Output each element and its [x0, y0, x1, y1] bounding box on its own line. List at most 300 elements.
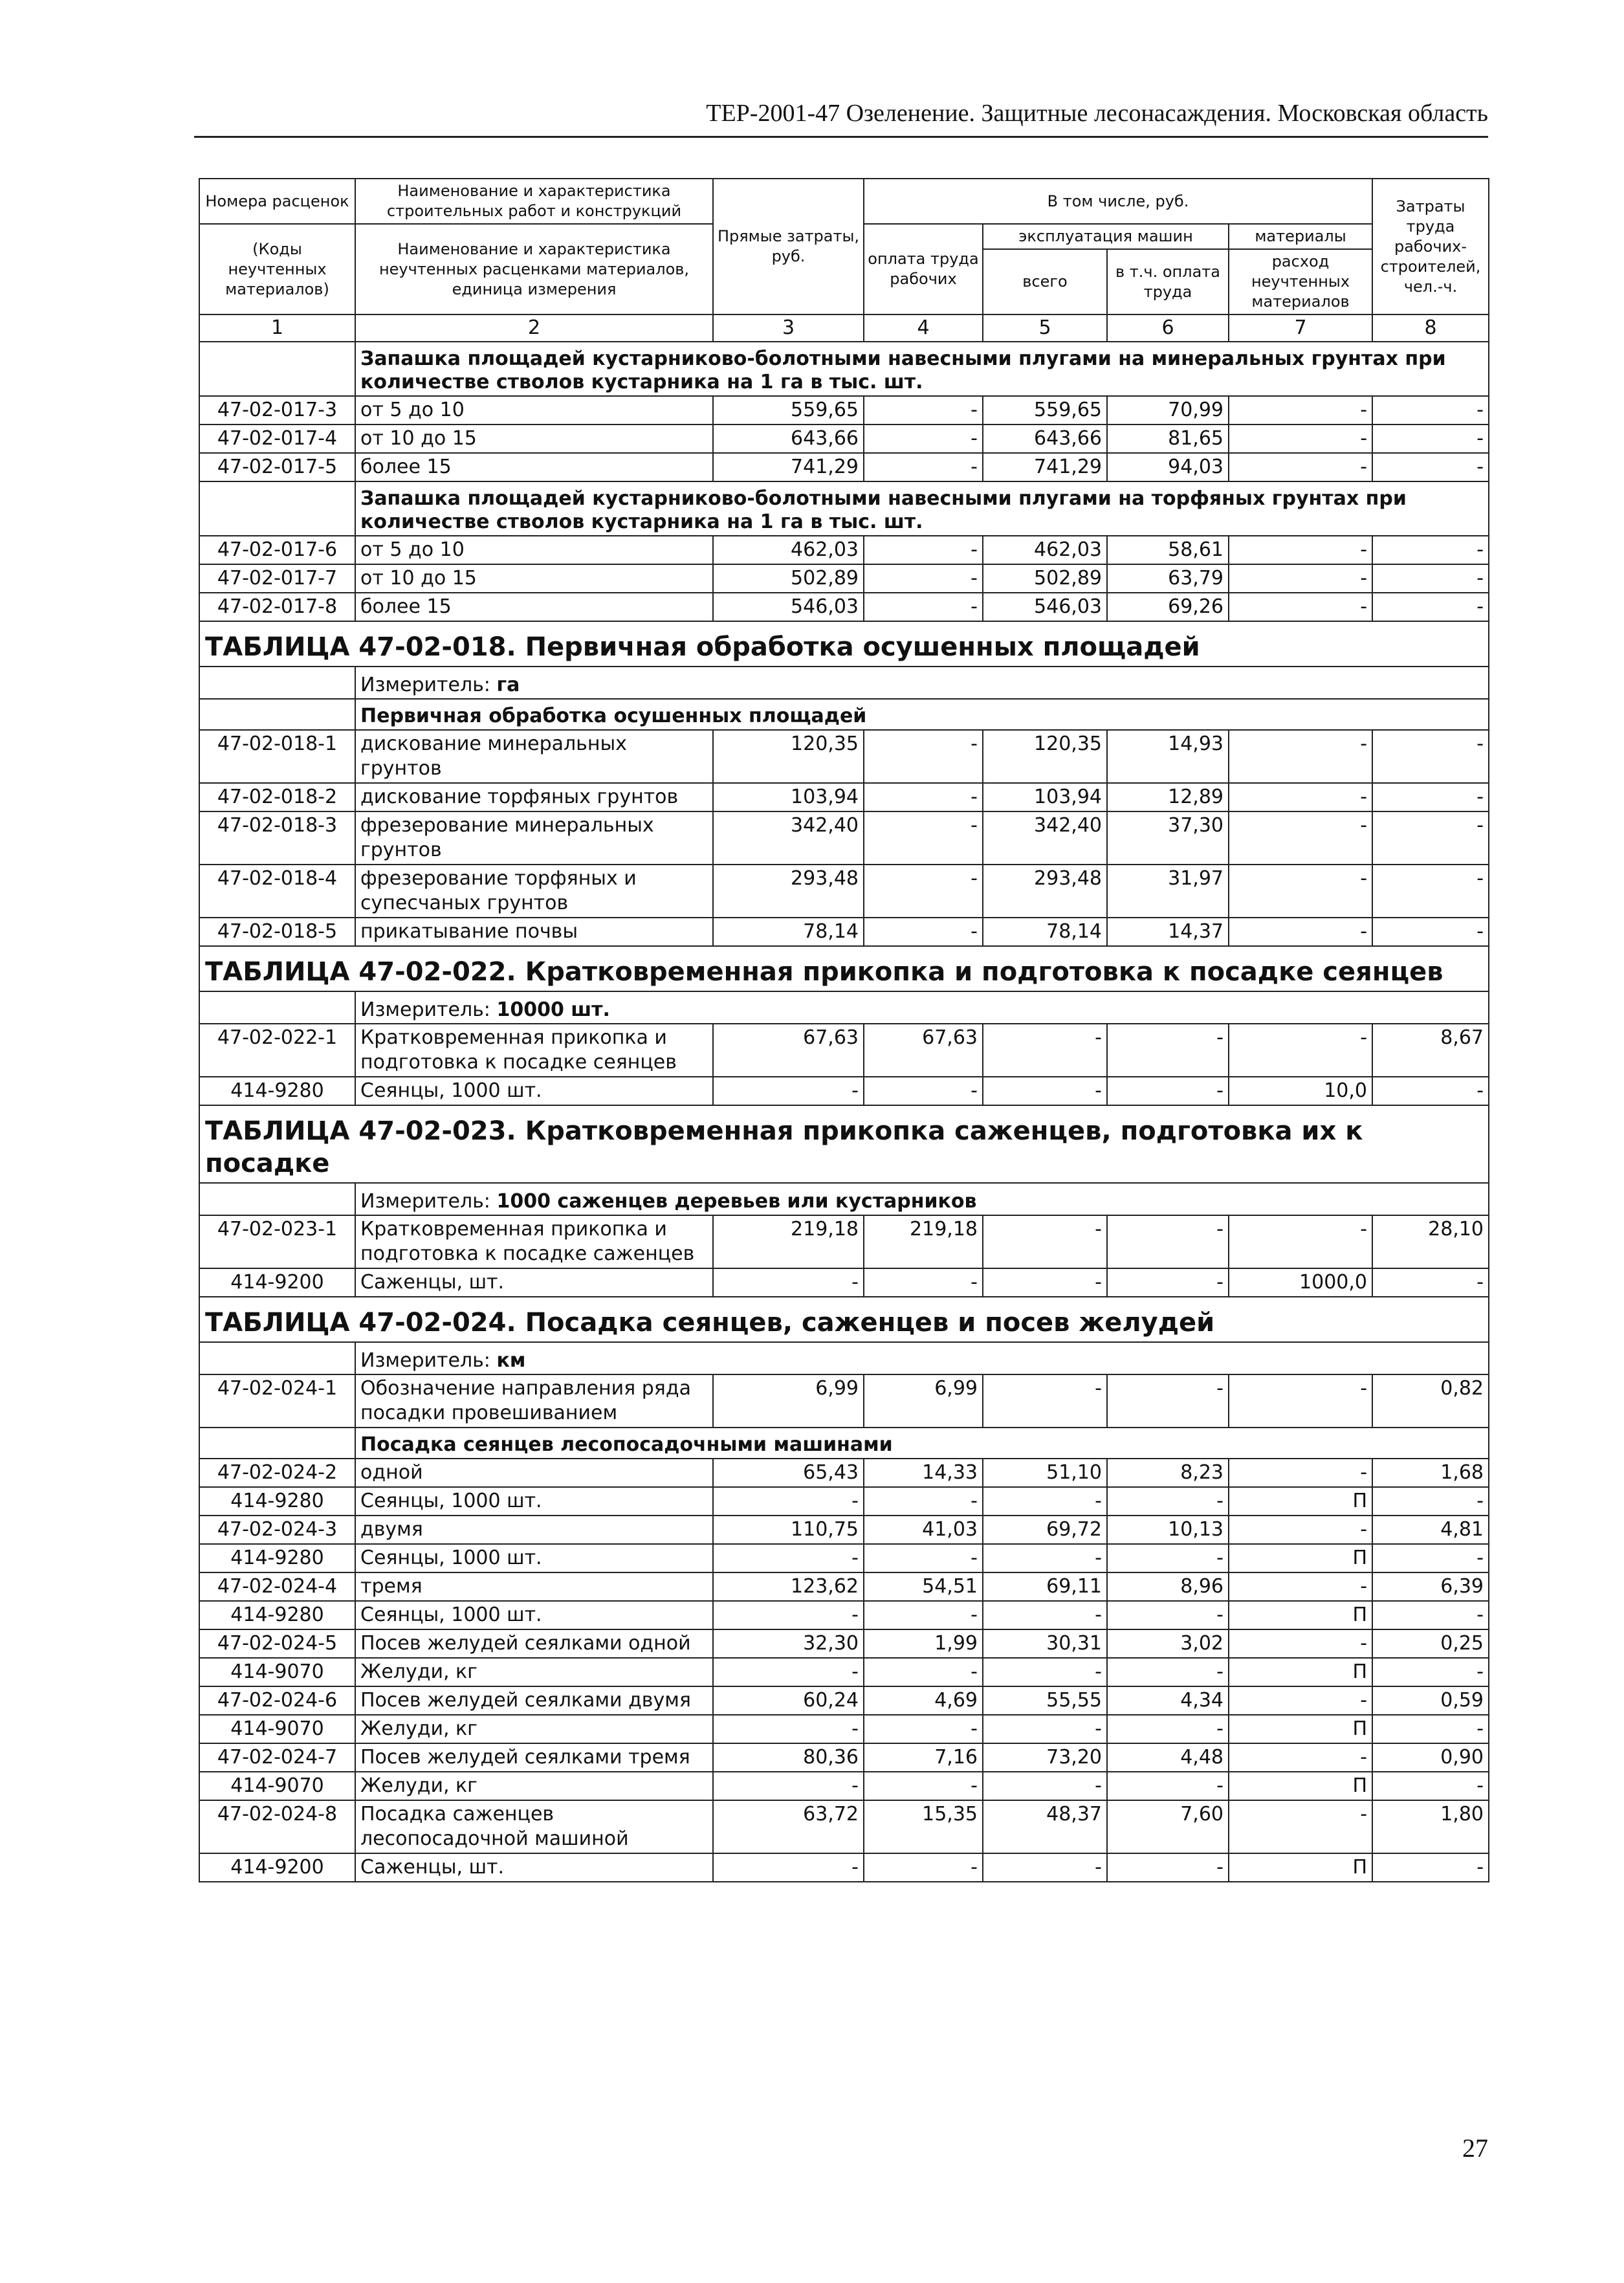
materials-consumption: - [1229, 918, 1372, 946]
col-7-header: расход неучтенных материалов [1229, 249, 1372, 314]
rate-code: 47-02-017-6 [199, 536, 355, 564]
machines-labor-pay: 12,89 [1107, 783, 1229, 811]
table-title-row [199, 1297, 1489, 1342]
labor-pay: 4,69 [864, 1686, 983, 1715]
work-name: фрезерование минеральных грунтов [355, 811, 713, 865]
machines-labor-pay: - [1107, 1772, 1229, 1800]
labor-pay: 7,16 [864, 1743, 983, 1772]
labor-pay: - [864, 918, 983, 946]
rate-code: 414-9200 [199, 1853, 355, 1882]
section-row [199, 699, 1489, 730]
col-5-header: всего [983, 249, 1107, 314]
materials-consumption: - [1229, 564, 1372, 593]
table-row [199, 811, 1489, 865]
direct-cost: 80,36 [713, 1743, 864, 1772]
materials-consumption: - [1229, 1800, 1372, 1853]
work-name: Саженцы, шт. [355, 1853, 713, 1882]
table-row [199, 1658, 1489, 1686]
work-name: Кратковременная прикопка и подготовка к посадке саженцев [355, 1215, 713, 1268]
blank-cell [199, 1342, 355, 1374]
table-row [199, 1800, 1489, 1853]
machines-total: - [983, 1772, 1107, 1800]
rate-code: 47-02-017-3 [199, 396, 355, 425]
machines-labor-pay: - [1107, 1601, 1229, 1629]
labor-hours: - [1372, 536, 1489, 564]
table-row [199, 425, 1489, 453]
machines-total: - [983, 1487, 1107, 1516]
column-number: 6 [1107, 314, 1229, 342]
machines-total: - [983, 1853, 1107, 1882]
machines-total: 78,14 [983, 918, 1107, 946]
unit-row [199, 667, 1489, 699]
machines-total: 546,03 [983, 593, 1107, 621]
table-row [199, 1077, 1489, 1105]
labor-hours: 28,10 [1372, 1215, 1489, 1268]
machines-labor-pay: 3,02 [1107, 1629, 1229, 1658]
labor-pay: 15,35 [864, 1800, 983, 1853]
rate-code: 414-9280 [199, 1601, 355, 1629]
direct-cost: 60,24 [713, 1686, 864, 1715]
machines-labor-pay: 69,26 [1107, 593, 1229, 621]
column-number: 2 [355, 314, 713, 342]
col-1-header-bottom: (Коды неучтенных материалов) [199, 224, 355, 314]
col-4-header: оплата труда рабочих [864, 224, 983, 314]
materials-consumption: П [1229, 1658, 1372, 1686]
work-name: Посадка саженцев лесопосадочной машиной [355, 1800, 713, 1853]
machines-total: - [983, 1077, 1107, 1105]
rate-code: 47-02-024-3 [199, 1516, 355, 1544]
table-row [199, 783, 1489, 811]
labor-pay: - [864, 425, 983, 453]
work-name: от 5 до 10 [355, 396, 713, 425]
unit-label: Измеритель: [360, 1190, 497, 1213]
machines-total: 48,37 [983, 1800, 1107, 1853]
labor-hours: - [1372, 811, 1489, 865]
direct-cost: - [713, 1544, 864, 1572]
labor-pay: - [864, 1772, 983, 1800]
col-6-header: в т.ч. оплата труда [1107, 249, 1229, 314]
rate-code: 47-02-023-1 [199, 1215, 355, 1268]
direct-cost: 78,14 [713, 918, 864, 946]
blank-cell [199, 481, 355, 536]
table-row [199, 1772, 1489, 1800]
labor-pay: - [864, 1601, 983, 1629]
machines-labor-pay: 4,34 [1107, 1686, 1229, 1715]
machines-total: 69,72 [983, 1516, 1107, 1544]
machines-total: 643,66 [983, 425, 1107, 453]
rate-code: 47-02-024-7 [199, 1743, 355, 1772]
labor-pay: 1,99 [864, 1629, 983, 1658]
table-row [199, 1487, 1489, 1516]
blank-cell [199, 667, 355, 699]
machines-labor-pay: 70,99 [1107, 396, 1229, 425]
direct-cost: 65,43 [713, 1459, 864, 1487]
table-title: ТАБЛИЦА 47-02-018. Первичная обработка осушенных площадей [199, 621, 1489, 667]
machines-total: 462,03 [983, 536, 1107, 564]
table-body [199, 342, 1489, 1882]
work-name: Обозначение направления ряда посадки провешиванием [355, 1374, 713, 1428]
work-name: от 10 до 15 [355, 564, 713, 593]
rate-code: 47-02-017-5 [199, 453, 355, 481]
work-name: фрезерование торфяных и супесчаных грунтов [355, 865, 713, 918]
materials-consumption: П [1229, 1601, 1372, 1629]
materials-consumption: П [1229, 1772, 1372, 1800]
unit-of-measure [355, 1183, 1489, 1215]
labor-pay: - [864, 564, 983, 593]
unit-of-measure [355, 667, 1489, 699]
labor-hours: - [1372, 865, 1489, 918]
direct-cost: - [713, 1772, 864, 1800]
machines-total: - [983, 1601, 1107, 1629]
materials-consumption: - [1229, 425, 1372, 453]
labor-pay: - [864, 1658, 983, 1686]
rate-code: 47-02-018-5 [199, 918, 355, 946]
machines-total: 69,11 [983, 1572, 1107, 1601]
materials-consumption: - [1229, 1459, 1372, 1487]
rate-code: 414-9200 [199, 1268, 355, 1297]
labor-hours: 1,68 [1372, 1459, 1489, 1487]
machines-labor-pay: - [1107, 1715, 1229, 1743]
labor-pay: - [864, 396, 983, 425]
direct-cost: 67,63 [713, 1024, 864, 1077]
direct-cost: 6,99 [713, 1374, 864, 1428]
labor-hours: 0,59 [1372, 1686, 1489, 1715]
column-number: 8 [1372, 314, 1489, 342]
labor-hours: - [1372, 1772, 1489, 1800]
machines-labor-pay: - [1107, 1853, 1229, 1882]
machines-total: - [983, 1024, 1107, 1077]
column-number: 5 [983, 314, 1107, 342]
machines-total: - [983, 1658, 1107, 1686]
unit-value: 10000 шт. [496, 998, 610, 1021]
machines-total: 120,35 [983, 730, 1107, 783]
materials-consumption: 1000,0 [1229, 1268, 1372, 1297]
work-name: одной [355, 1459, 713, 1487]
rate-code: 47-02-017-7 [199, 564, 355, 593]
direct-cost: 120,35 [713, 730, 864, 783]
direct-cost: 32,30 [713, 1629, 864, 1658]
table-row [199, 918, 1489, 946]
labor-hours: - [1372, 1077, 1489, 1105]
materials-consumption: - [1229, 1629, 1372, 1658]
rate-code: 47-02-022-1 [199, 1024, 355, 1077]
rate-code: 47-02-017-4 [199, 425, 355, 453]
work-name: Посев желудей сеялками двумя [355, 1686, 713, 1715]
machines-labor-pay: 8,96 [1107, 1572, 1229, 1601]
work-name: Сеянцы, 1000 шт. [355, 1077, 713, 1105]
labor-hours: - [1372, 1853, 1489, 1882]
column-number: 1 [199, 314, 355, 342]
table-row [199, 593, 1489, 621]
table-row [199, 453, 1489, 481]
labor-hours: - [1372, 453, 1489, 481]
machines-labor-pay: 58,61 [1107, 536, 1229, 564]
work-name: двумя [355, 1516, 713, 1544]
unit-row [199, 1183, 1489, 1215]
work-name: дискование минеральных грунтов [355, 730, 713, 783]
table-row [199, 1601, 1489, 1629]
machines-total: 103,94 [983, 783, 1107, 811]
rate-code: 47-02-024-4 [199, 1572, 355, 1601]
labor-pay: 14,33 [864, 1459, 983, 1487]
work-name: Сеянцы, 1000 шт. [355, 1601, 713, 1629]
table-title: ТАБЛИЦА 47-02-023. Кратковременная прикопка саженцев, подготовка их к посадке [199, 1105, 1489, 1183]
table-row [199, 1374, 1489, 1428]
table-header [199, 179, 1489, 342]
labor-pay: - [864, 1268, 983, 1297]
labor-pay: 6,99 [864, 1374, 983, 1428]
machines-labor-pay: - [1107, 1077, 1229, 1105]
section-row [199, 481, 1489, 536]
materials-consumption: П [1229, 1487, 1372, 1516]
col-2-header-top: Наименование и характеристика строительных работ и конструкций [355, 179, 713, 224]
labor-hours: - [1372, 730, 1489, 783]
machines-labor-pay: - [1107, 1024, 1229, 1077]
direct-cost: - [713, 1658, 864, 1686]
labor-pay: - [864, 1077, 983, 1105]
labor-hours: - [1372, 1601, 1489, 1629]
labor-hours: - [1372, 593, 1489, 621]
materials-consumption: - [1229, 1024, 1372, 1077]
unit-label: Измеритель: [360, 674, 497, 696]
blank-cell [199, 699, 355, 730]
rate-code: 47-02-018-3 [199, 811, 355, 865]
materials-consumption: 10,0 [1229, 1077, 1372, 1105]
table-row [199, 1629, 1489, 1658]
machines-labor-pay: - [1107, 1487, 1229, 1516]
work-name: Кратковременная прикопка и подготовка к посадке сеянцев [355, 1024, 713, 1077]
materials-consumption: - [1229, 396, 1372, 425]
unit-value: 1000 саженцев деревьев или кустарников [496, 1190, 977, 1213]
work-name: от 5 до 10 [355, 536, 713, 564]
materials-consumption: - [1229, 1516, 1372, 1544]
table-row [199, 536, 1489, 564]
work-name: дискование торфяных грунтов [355, 783, 713, 811]
labor-hours: 6,39 [1372, 1572, 1489, 1601]
table-row [199, 730, 1489, 783]
rate-code: 47-02-024-1 [199, 1374, 355, 1428]
table-title-row [199, 621, 1489, 667]
rate-code: 414-9070 [199, 1772, 355, 1800]
direct-cost: 462,03 [713, 536, 864, 564]
materials-consumption: П [1229, 1715, 1372, 1743]
work-name: Желуди, кг [355, 1715, 713, 1743]
section-subtitle: Посадка сеянцев лесопосадочными машинами [355, 1428, 1489, 1459]
materials-consumption: - [1229, 730, 1372, 783]
labor-pay: - [864, 865, 983, 918]
machines-total: - [983, 1215, 1107, 1268]
machines-total: 502,89 [983, 564, 1107, 593]
table-title-row [199, 946, 1489, 991]
work-name: от 10 до 15 [355, 425, 713, 453]
table-row [199, 564, 1489, 593]
blank-cell [199, 991, 355, 1024]
unit-value: га [496, 674, 520, 696]
labor-pay: - [864, 536, 983, 564]
table-title: ТАБЛИЦА 47-02-024. Посадка сеянцев, саженцев и посев желудей [199, 1297, 1489, 1342]
work-name: Желуди, кг [355, 1772, 713, 1800]
work-name: прикатывание почвы [355, 918, 713, 946]
rate-code: 414-9070 [199, 1715, 355, 1743]
materials-consumption: - [1229, 593, 1372, 621]
rate-code: 414-9280 [199, 1544, 355, 1572]
machines-labor-pay: 8,23 [1107, 1459, 1229, 1487]
price-table [199, 178, 1489, 1882]
materials-consumption: - [1229, 1743, 1372, 1772]
labor-pay: - [864, 1544, 983, 1572]
labor-hours: 4,81 [1372, 1516, 1489, 1544]
direct-cost: - [713, 1487, 864, 1516]
work-name: более 15 [355, 453, 713, 481]
labor-pay: - [864, 1853, 983, 1882]
page-number: 27 [1462, 2134, 1488, 2163]
unit-of-measure [355, 991, 1489, 1024]
rate-code: 414-9280 [199, 1077, 355, 1105]
direct-cost: 110,75 [713, 1516, 864, 1544]
labor-pay: 54,51 [864, 1572, 983, 1601]
labor-hours: - [1372, 396, 1489, 425]
direct-cost: - [713, 1715, 864, 1743]
section-subtitle: Запашка площадей кустарниково-болотными навесными плугами на минеральных грунтах при количестве стволов кустарника на 1 га в тыс. шт. [355, 342, 1489, 396]
table-row [199, 1024, 1489, 1077]
direct-cost: 643,66 [713, 425, 864, 453]
group-header: В том числе, руб. [864, 179, 1372, 224]
column-number: 3 [713, 314, 864, 342]
direct-cost: 546,03 [713, 593, 864, 621]
labor-pay: - [864, 811, 983, 865]
column-number: 7 [1229, 314, 1372, 342]
machines-labor-pay: 7,60 [1107, 1800, 1229, 1853]
table-row [199, 1215, 1489, 1268]
labor-hours: - [1372, 1487, 1489, 1516]
labor-hours: 0,90 [1372, 1743, 1489, 1772]
materials-consumption: - [1229, 1374, 1372, 1428]
machines-labor-pay: 10,13 [1107, 1516, 1229, 1544]
direct-cost: 219,18 [713, 1215, 864, 1268]
rate-code: 47-02-018-4 [199, 865, 355, 918]
labor-hours: 8,67 [1372, 1024, 1489, 1077]
table-row [199, 1572, 1489, 1601]
direct-cost: 741,29 [713, 453, 864, 481]
labor-hours: - [1372, 918, 1489, 946]
materials-consumption: - [1229, 865, 1372, 918]
labor-pay: - [864, 453, 983, 481]
machines-labor-pay: 94,03 [1107, 453, 1229, 481]
materials-consumption: - [1229, 783, 1372, 811]
rate-code: 47-02-018-2 [199, 783, 355, 811]
machines-total: 342,40 [983, 811, 1107, 865]
labor-pay: 219,18 [864, 1215, 983, 1268]
column-numbers-row [199, 314, 1489, 342]
table-row [199, 1743, 1489, 1772]
blank-cell [199, 1183, 355, 1215]
direct-cost: - [713, 1077, 864, 1105]
machines-labor-pay: 4,48 [1107, 1743, 1229, 1772]
col-3-header: Прямые затраты, руб. [713, 179, 864, 314]
rate-code: 47-02-024-5 [199, 1629, 355, 1658]
rate-code: 47-02-017-8 [199, 593, 355, 621]
labor-pay: 41,03 [864, 1516, 983, 1544]
work-name: Сеянцы, 1000 шт. [355, 1544, 713, 1572]
table-row [199, 1516, 1489, 1544]
direct-cost: 293,48 [713, 865, 864, 918]
page-header [194, 97, 1488, 138]
work-name: Саженцы, шт. [355, 1268, 713, 1297]
materials-header: материалы [1229, 224, 1372, 249]
work-name: Посев желудей сеялками одной [355, 1629, 713, 1658]
machines-total: 741,29 [983, 453, 1107, 481]
materials-consumption: - [1229, 536, 1372, 564]
materials-consumption: П [1229, 1853, 1372, 1882]
labor-hours: 0,25 [1372, 1629, 1489, 1658]
rate-code: 47-02-024-6 [199, 1686, 355, 1715]
direct-cost: 103,94 [713, 783, 864, 811]
document-title: ТЕР-2001-47 Озеленение. Защитные лесонасаждения. Московская область [706, 100, 1488, 127]
blank-cell [199, 1428, 355, 1459]
column-number: 4 [864, 314, 983, 342]
labor-pay: 67,63 [864, 1024, 983, 1077]
labor-hours: 1,80 [1372, 1800, 1489, 1853]
materials-consumption: - [1229, 1686, 1372, 1715]
labor-pay: - [864, 1715, 983, 1743]
col-8-header: Затраты труда рабочих-строителей, чел.-ч. [1372, 179, 1489, 314]
machines-total: 30,31 [983, 1629, 1107, 1658]
direct-cost: 342,40 [713, 811, 864, 865]
machines-total: - [983, 1544, 1107, 1572]
table-title: ТАБЛИЦА 47-02-022. Кратковременная прикопка и подготовка к посадке сеянцев [199, 946, 1489, 991]
table-row [199, 1544, 1489, 1572]
machines-total: 55,55 [983, 1686, 1107, 1715]
table-row [199, 396, 1489, 425]
table-row [199, 1715, 1489, 1743]
labor-hours: - [1372, 1658, 1489, 1686]
materials-consumption: - [1229, 1215, 1372, 1268]
materials-consumption: - [1229, 1572, 1372, 1601]
section-subtitle: Первичная обработка осушенных площадей [355, 699, 1489, 730]
machines-labor-pay: 63,79 [1107, 564, 1229, 593]
labor-hours: 0,82 [1372, 1374, 1489, 1428]
rate-code: 47-02-024-8 [199, 1800, 355, 1853]
direct-cost: 123,62 [713, 1572, 864, 1601]
table-title-row [199, 1105, 1489, 1183]
work-name: Желуди, кг [355, 1658, 713, 1686]
unit-row [199, 1342, 1489, 1374]
labor-pay: - [864, 593, 983, 621]
machines-total: - [983, 1374, 1107, 1428]
direct-cost: - [713, 1268, 864, 1297]
rate-code: 47-02-024-2 [199, 1459, 355, 1487]
machines-labor-pay: - [1107, 1658, 1229, 1686]
machines-labor-pay: 31,97 [1107, 865, 1229, 918]
labor-pay: - [864, 730, 983, 783]
rate-code: 414-9070 [199, 1658, 355, 1686]
machines-labor-pay: - [1107, 1268, 1229, 1297]
labor-hours: - [1372, 1268, 1489, 1297]
labor-hours: - [1372, 1715, 1489, 1743]
rate-code: 414-9280 [199, 1487, 355, 1516]
machines-total: 293,48 [983, 865, 1107, 918]
table-row [199, 1686, 1489, 1715]
direct-cost: 63,72 [713, 1800, 864, 1853]
section-row [199, 342, 1489, 396]
unit-row [199, 991, 1489, 1024]
table-row [199, 1853, 1489, 1882]
labor-pay: - [864, 1487, 983, 1516]
materials-consumption: - [1229, 453, 1372, 481]
machines-total: - [983, 1715, 1107, 1743]
col-2-header-bottom: Наименование и характеристика неучтенных расценками материалов, единица измерения [355, 224, 713, 314]
machines-total: 559,65 [983, 396, 1107, 425]
